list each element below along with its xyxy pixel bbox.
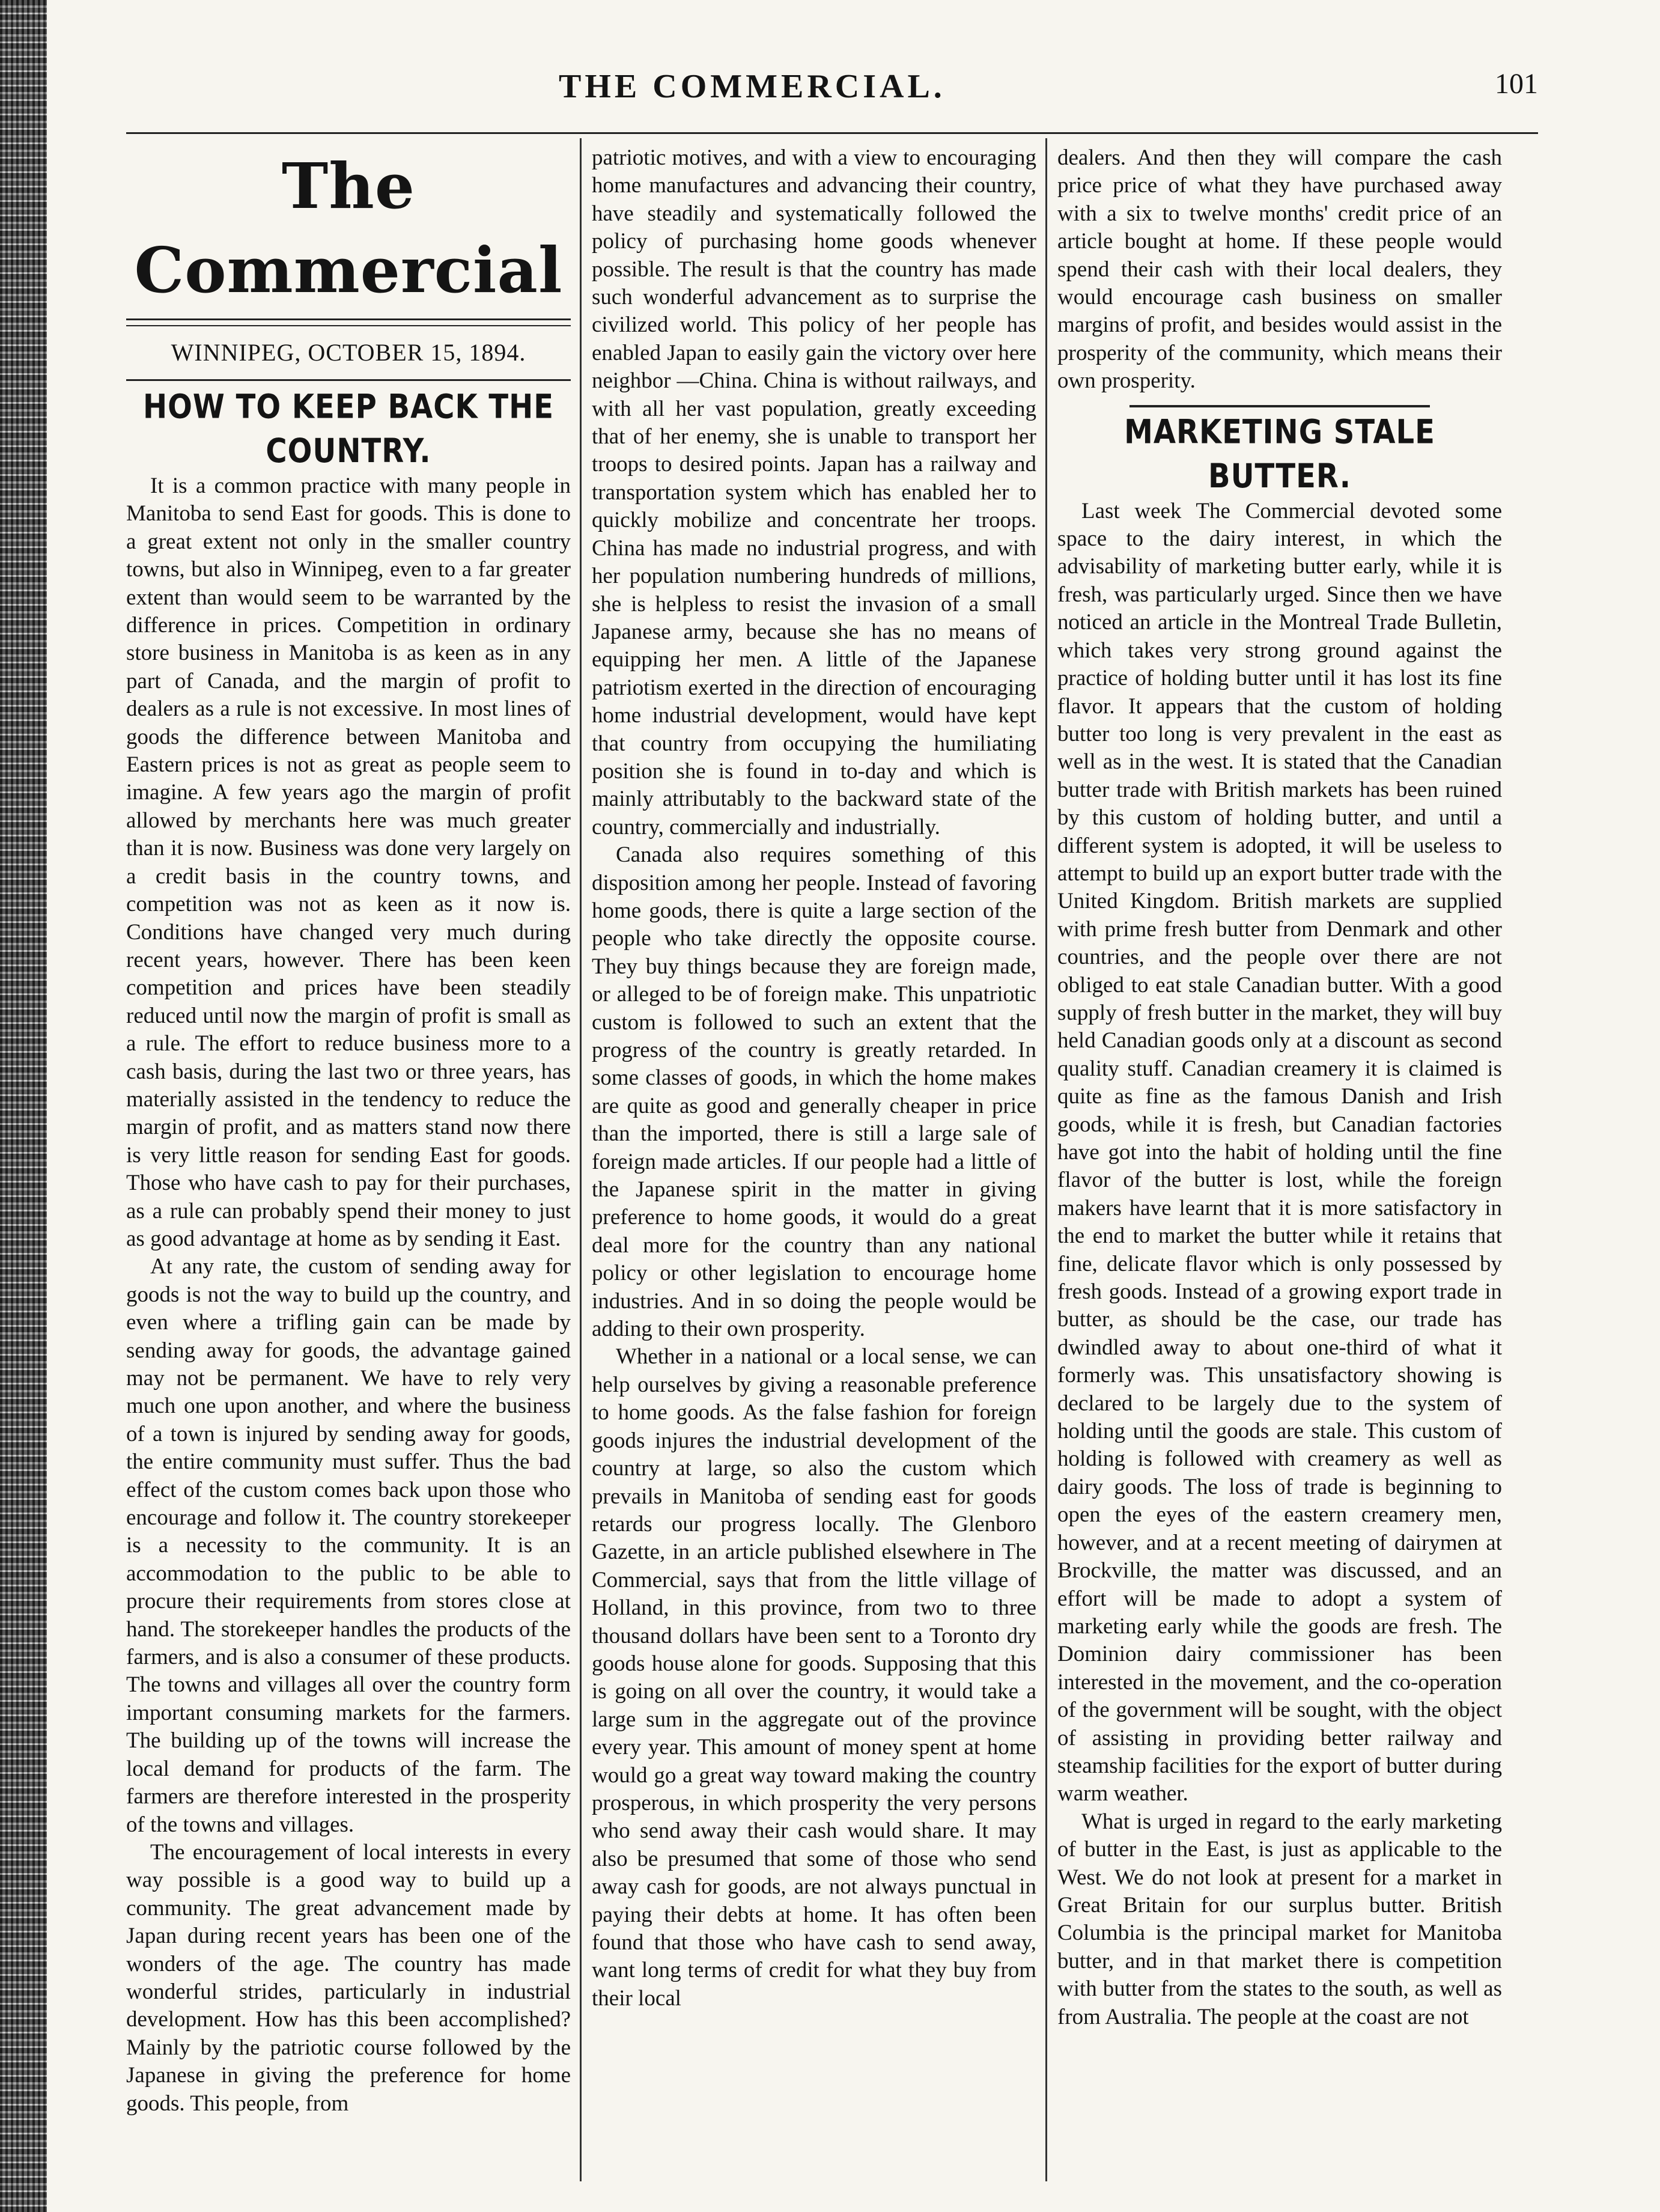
nameplate: The Commercial (134, 149, 563, 307)
dateline-rule (126, 379, 571, 381)
column-divider (1045, 138, 1047, 2181)
column-3 (1057, 144, 1502, 2175)
article-paragraph: dealers. And then they will compare the cash price price of what they have purchased away with a six to twelve months' credit price of an article bought at home. If these people would spend their cash with their local dealers, they would encourage cash business on smaller margins of profit, and besides would assist in the prosperity of the community, which means their own prosperity. (1057, 145, 1502, 394)
article-headline: HOW TO KEEP BACK THE COUNTRY. (142, 388, 555, 471)
article-paragraph: Last week The Commercial devoted some space to the dairy interest, in which the advisability of marketing butter early, while it is fresh, was particularly urged. Since then we have noticed an article in the Montreal Trade Bulletin, which takes very strong ground against the practice of holding butter until it has lost its fine flavor. It appears that the custom of holding butter too long is very prevalent in the east as well as in the west. It is stated that the Canadian butter trade with British markets has been ruined by this custom of holding butter, and until a different system is adopted, it will be useless to attempt to build up an export butter trade with the United Kingdom. British markets are supplied with prime fresh butter from Denmark and other countries, and the people over there are not obliged to eat stale Canadian butter. With a good supply of fresh butter in the market, they will buy held Canadian goods only at a discount as second quality stuff. Canadian creamery it is claimed is quite as fine as the famous Danish and Irish goods, while it is fresh, but Canadian factories have got into the habit of holding until the fine flavor of the butter is lost, while the foreign makers have learnt that it is more satisfactory in the end to market the butter while it retains that fine, delicate flavor which is only possessed by fresh goods. Instead of a growing export trade in butter, as should be the case, our trade has dwindled away to about one-third of what it formerly was. This unsatisfactory showing is declared to be largely due to the system of holding until the goods are stale. This custom of holding is followed with creamery as well as dairy goods. The loss of trade is beginning to open the eyes of the eastern creamery men, however, and at a recent meeting of dairymen at Brockville, the matter was discussed, and an effort will be made to adopt a system of marketing early while the goods are fresh. The Dominion dairy commissioner has been interested in the movement, and the co-operation of the government will be sought, with the object of assisting in providing better railway and steamship facilities for the export of butter during warm weather. (1057, 498, 1502, 1806)
nameplate-rule (126, 318, 571, 326)
article-paragraph: patriotic motives, and with a view to encouraging home manufactures and advancing their country, have steadily and systematically followed the policy of purchasing home goods whenever possible. The result is that the country has made such wonderful advancement as to surprise the civilized world. This policy of her people has enabled Japan to easily gain the victory over here neighbor —China. China is without railways, and with all her vast population, greatly exceeding that of her enemy, she is unable to transport her troops to desired points. Japan has a railway and transportation system which has enabled her to quickly mobilize and concentrate her troops. China has made no industrial progress, and with her population numbering hundreds of millions, she is helpless to resist the invasion of a small Japanese army, because she has no means of equipping her men. A little of the Japanese patriotism exerted in the direction of encouraging home industrial development, would have kept that country from occupying the humiliating position she is found in to-day and which is mainly attributably to the backward state of the country, commercially and industrially. (592, 145, 1036, 839)
page-number: 101 (1495, 68, 1538, 100)
article-paragraph: Canada also requires something of this disposition among her people. Instead of favoring home goods, there is quite a large section of the people who take directly the opposite course. They buy things because they are foreign made, or alleged to be of foreign make. This unpatriotic custom is followed to such an extent that the progress of the country is greatly retarded. In some classes of goods, in which the home makes are quite as good and generally cheaper in price than the imported, there is still a large sale of foreign made articles. If our people had a little of the Japanese spirit in the matter in giving preference to home goods, it would do a great deal more for the country than any national policy or other legislation to encourage home industries. And in so doing the people would be adding to their own prosperity. (592, 842, 1036, 1342)
dateline: WINNIPEG, OCTOBER 15, 1894. (171, 339, 526, 366)
article-paragraph: Whether in a national or a local sense, we can help ourselves by giving a reasonable preference to home goods. As the false fashion for foreign goods injures the industrial development of the country at large, so also the custom which prevails in Manitoba of sending east for goods retards our progress locally. The Glenboro Gazette, in an article published elsewhere in The Commercial, says that from the little village of Holland, in this province, from two to three thousand dollars have been sent to a Toronto dry goods house alone for goods. Supposing that this is going on all over the country, it would take a large sum in the aggregate out of the province every year. This amount of money spent at home would go a great way toward making the country prosperous, in which prosperity the very persons who send away their cash would share. It may also be presumed that some of those who send away cash for goods, are not always punctual in paying their debts at home. It has often been found that those who have cash to send away, want long terms of credit for what they buy from their local (592, 1344, 1036, 2011)
column-2 (592, 144, 1036, 2175)
article-paragraph: The encouragement of local interests in every way possible is a good way to build up a community. The great advancement made by Japan during recent years has been one of the wonders of the age. The country has made wonderful strides, particularly in industrial development. How has this been accomplished? Mainly by the patriotic course followed by the Japanese in giving the preference for home goods. This people, from (126, 1839, 571, 2116)
column-1 (126, 144, 571, 2175)
header-rule (126, 132, 1538, 134)
article-paragraph: What is urged in regard to the early marketing of butter in the East, is just as applicable to the West. We do not look at present for a market in Great Britain for our surplus butter. British Columbia is the principal market for Manitoba butter, and in that market there is competition with butter from the states to the south, as well as from Australia. The people at the coast are not (1057, 1809, 1502, 2029)
article-paragraph: It is a common practice with many people in Manitoba to send East for goods. This is done to a great extent not only in the smaller country towns, but also in Winnipeg, even to a far greater extent than would seem to be warranted by the difference in prices. Competition in ordinary store business in Manitoba is as keen as in any part of Canada, and the margin of profit to dealers as a rule is not excessive. In most lines of goods the difference between Manitoba and Eastern prices is not as great as people seem to imagine. A few years ago the margin of profit allowed by merchants here was much greater than it is now. Business was done very largely on a credit basis in the country towns, and competition was not as keen as it now is. Conditions have changed very much during recent years, however. There has been keen competition and prices have been steadily reduced until now the margin of profit is small as a rule. The effort to reduce business more to a cash basis, during the last two or three years, has materially assisted in the tendency to reduce the margin of profit, and as matters stand now there is very little reason for sending East for goods. Those who have cash to pay for their purchases, as a rule can probably spend their money to just as good advantage at home as by sending it East. (126, 474, 571, 1251)
running-head-title: THE COMMERCIAL. (559, 68, 946, 105)
running-head (126, 67, 1538, 115)
section-rule (1129, 405, 1430, 407)
book-binding-edge (0, 0, 47, 2212)
column-divider (580, 138, 582, 2181)
article-paragraph: At any rate, the custom of sending away for goods is not the way to build up the country, and even where a trifling gain can be made by sending away for goods, the advantage gained may not be permanent. We have to rely very much one upon another, and where the business of a town is injured by sending away for goods, the entire community must suffer. Thus the bad effect of the custom comes back upon those who encourage and follow it. The country storekeeper is a necessity to the community. It is an accommodation to the public to be able to procure their requirements from stores close at hand. The storekeeper handles the products of the farmers, and is also a consumer of these products. The towns and villages all over the country form important consuming markets for the farmers. The building up of the towns will increase the local demand for products of the farm. The farmers are therefore interested in the prosperity of the towns and villages. (126, 1254, 571, 1837)
article-headline: MARKETING STALE BUTTER. (1124, 412, 1435, 496)
